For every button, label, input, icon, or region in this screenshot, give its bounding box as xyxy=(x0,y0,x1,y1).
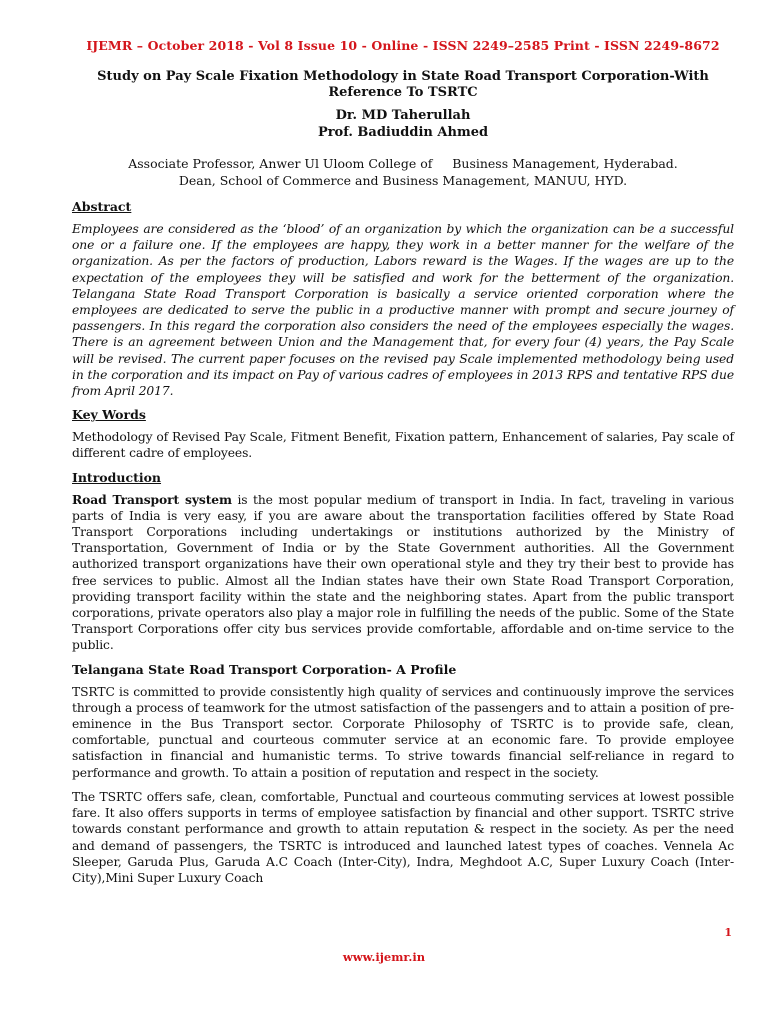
paper-page xyxy=(72,38,734,894)
introduction-text: is the most popular medium of transport in India. In fact, traveling in various parts of India is very easy, if you are aware about the transportation facilities offered by State Road Transport Corporations including undertakings or institutions authorized by the Ministry of Transportation, Government of India or by the State Government authorities. All the Government authorized transport organizations have their own operational style and they try their best to provide has free services to public. Almost all the Indian states have their own State Road Transport Corporation, providing transport facility within the state and the neighboring states. Apart from the public transport corporations, private operators also play a major role in fulfilling the needs of the public. Some of the State Transport Corporations offer city bus services provide comfortable, affordable and on-time service to the public. xyxy=(72,492,734,653)
affiliation-line: Associate Professor, Anwer Ul Uloom College of Business Management, Hyderabad. xyxy=(128,156,678,171)
profile-paragraph-2: The TSRTC offers safe, clean, comfortable, Punctual and courteous commuting services at lowest possible fare. It also offers supports in terms of employee satisfaction by financial and other support. TSRTC strive towards constant performance and growth to attain reputation & respect in the society. As per the need and demand of passengers, the TSRTC is introduced and launched latest types of coaches. Vennela Ac Sleeper, Garuda Plus, Garuda A.C Coach (Inter-City), Indra, Meghdoot A.C, Super Luxury Coach (Inter-City),Mini Super Luxury Coach xyxy=(72,789,734,885)
abstract-text: Employees are considered as the ‘blood’ of an organization by which the organization can be a successful one or a failure one. If the employees are happy, they work in a better manner for the welfare of the organization. As per the factors of production, Labors reward is the Wages. If the wages are up to the expectation of the employees they will be satisfied and work for the betterment of the organization. Telangana State Road Transport Corporation is basically a service oriented corporation where the employees are dedicated to serve the public in a productive manner with prompt and secure journey of passengers. In this regard the corporation also considers the need of the employees especially the wages. There is an agreement between Union and the Management that, for every four (4) years, the Pay Scale will be revised. The current paper focuses on the revised pay Scale implemented methodology being used in the corporation and its impact on Pay of various cadres of employees in 2013 RPS and tentative RPS due from April 2017. xyxy=(72,222,734,399)
affiliation-line: Dean, School of Commerce and Business Management, MANUU, HYD. xyxy=(178,173,628,188)
affiliation-block xyxy=(72,155,734,189)
abstract-heading: Abstract xyxy=(72,199,132,214)
paper-title: Study on Pay Scale Fixation Methodology in State Road Transport Corporation-With Reference To TSRTC xyxy=(97,69,709,100)
introduction-heading: Introduction xyxy=(72,469,162,485)
author-block xyxy=(72,107,734,141)
journal-header: IJEMR – October 2018 - Vol 8 Issue 10 - Online - ISSN 2249–2585 Print - ISSN 2249-8672 xyxy=(86,38,720,53)
profile-heading: Telangana State Road Transport Corporation- A Profile xyxy=(72,661,457,677)
author-name: Prof. Badiuddin Ahmed xyxy=(317,125,489,140)
page-number: 1 xyxy=(724,926,732,939)
introduction-paragraph xyxy=(72,492,734,654)
profile-paragraph-1: TSRTC is committed to provide consistently high quality of services and continuously improve the services through a process of teamwork for the utmost satisfaction of the passengers and to attain a position of pre-eminence in the Bus Transport sector. Corporate Philosophy of TSRTC is to provide safe, clean, comfortable, punctual and courteous commuter service at an economic fare. To provide employee satisfaction in financial and humanistic terms. To strive towards financial self-reliance in regard to performance and growth. To attain a position of reputation and respect in the society. xyxy=(72,684,734,780)
keywords-text: Methodology of Revised Pay Scale, Fitment Benefit, Fixation pattern, Enhancement of salaries, Pay scale of different cadre of employees. xyxy=(72,430,734,461)
introduction-lead: Road Transport system xyxy=(72,491,232,507)
footer-url[interactable]: www.ijemr.in xyxy=(342,950,426,964)
keywords-heading: Key Words xyxy=(72,407,146,423)
author-name: Dr. MD Taherullah xyxy=(335,108,471,123)
